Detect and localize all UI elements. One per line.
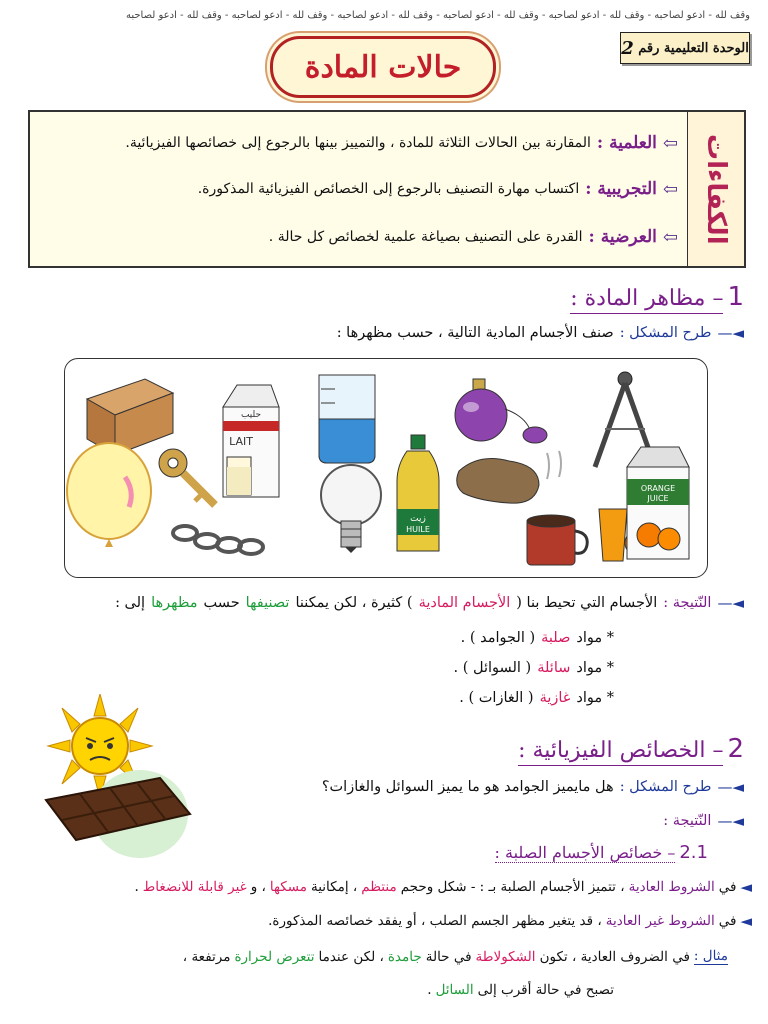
arrow-icon: ⇦: [662, 178, 678, 200]
milk-carton-icon: [223, 385, 279, 497]
problem-text: هل مايميز الجوامد هو ما يميز السوائل والغازات؟: [321, 779, 614, 795]
problem-label: طرح المشكل :: [619, 779, 712, 795]
svg-text:HUILE: HUILE: [406, 525, 430, 534]
balloon-icon: [67, 443, 151, 547]
section2-heading: [518, 734, 744, 766]
section1-problem: [337, 324, 744, 342]
oil-bottle-icon: [397, 435, 439, 551]
competencies-box: [28, 110, 746, 268]
svg-text:زيت: زيت: [410, 514, 426, 524]
normal-conditions-line: ◄ في الشروط العادية ، تتميز الأجسام الصلبة بـ : - شكل وحجم منتظم ، إمكانية مسكها ، و غير قابلة للانضغاط .: [134, 878, 752, 896]
result-label: النّتيجة :: [663, 813, 712, 829]
arrow-icon: ◄—: [717, 812, 744, 830]
arrow-icon: ◄—: [717, 324, 744, 342]
state-item-solid: * مواد صلبة ( الجوامد ) .: [460, 630, 614, 646]
objects-illustration: [64, 358, 708, 578]
section1-number: 1: [727, 282, 744, 312]
abnormal-conditions-line: ◄ في الشروط غير العادية ، قد يتغير مظهر الجسم الصلب ، أو يفقد خصائصه المذكورة.: [268, 912, 752, 930]
juice-carton-icon: [627, 447, 689, 559]
example-label: مثال :: [693, 948, 728, 964]
key-icon: [159, 449, 215, 505]
result-text: إلى :: [115, 595, 146, 611]
competency-label: العرضية :: [588, 227, 657, 247]
beaker-icon: [319, 375, 375, 463]
svg-text:حليب: حليب: [240, 410, 262, 420]
competency-label: التجريبية :: [585, 179, 657, 199]
section2-title: – الخصائص الفيزيائية :: [518, 738, 723, 766]
competency-row: [269, 222, 678, 252]
coffee-mug-icon: [527, 451, 587, 565]
svg-text:JUICE: JUICE: [647, 494, 669, 503]
unit-number: 2: [621, 37, 634, 59]
problem-text: صنف الأجسام المادية التالية ، حسب مظهرها :: [336, 325, 614, 341]
section1-result: [115, 594, 744, 612]
example-line: مثال : في الضروف العادية ، تكون الشكولاطة في حالة جامدة ، لكن عندما تتعرض لحرارة مرتفعة ،: [182, 948, 728, 965]
objects-svg: [65, 359, 707, 577]
arrow-icon: ⇦: [662, 226, 678, 248]
page-title-frame: [270, 36, 496, 98]
competency-text: القدرة على التصنيف بصياغة علمية لخصائص كل حالة .: [268, 229, 583, 245]
state-item-gas: * مواد غازية ( الغازات ) .: [459, 690, 614, 706]
arrow-icon: ⇦: [662, 132, 678, 154]
section2-number: 2: [727, 734, 744, 764]
arrow-icon: ◄: [740, 912, 752, 930]
subsection-number: 2.1: [679, 842, 708, 863]
competency-label: العلمية :: [596, 133, 657, 153]
result-label: النّتيجة :: [663, 595, 712, 611]
result-text: حسب: [203, 595, 240, 611]
chain-icon: [173, 526, 263, 554]
competencies-side-label: الكفاءات: [687, 112, 744, 266]
competency-row: [198, 174, 678, 204]
unit-label: الوحدة التعليمية رقم: [638, 40, 749, 56]
unit-label-box: [620, 32, 750, 64]
competency-row: [125, 128, 678, 158]
example-line-2: تصبح في حالة أقرب إلى السائل .: [427, 982, 614, 998]
page-title: حالات المادة: [304, 49, 462, 85]
arrow-icon: ◄: [740, 878, 752, 896]
svg-text:LAIT: LAIT: [229, 435, 253, 448]
result-keyword: تصنيفها: [245, 595, 290, 611]
rock-icon: [457, 459, 539, 504]
light-bulb-icon: [321, 465, 381, 553]
arrow-icon: ◄—: [717, 594, 744, 612]
section2-problem: [322, 778, 744, 796]
result-keyword: مظهرها: [151, 595, 198, 611]
svg-text:ORANGE: ORANGE: [640, 484, 676, 493]
subsection-title: – خصائص الأجسام الصلبة :: [494, 843, 676, 862]
section1-title: – مظاهر المادة :: [570, 286, 723, 314]
arrow-icon: ◄—: [717, 778, 744, 796]
result-text: ) كثيرة ، لكن يمكننا: [295, 595, 413, 611]
problem-label: طرح المشكل :: [619, 325, 712, 341]
perfume-bottle-icon: [455, 379, 547, 443]
competency-text: اكتساب مهارة التصنيف بالرجوع إلى الخصائص الفيزيائية المذكورة.: [197, 181, 580, 197]
top-strip: وقف لله - ادعو لصاحبه - وقف لله - ادعو لصاحبه - وقف لله - ادعو لصاحبه - وقف لله - ادعو لصاحبه - وقف لله - ادعو لصاحبه - وقف لله - ادعو لصاحبه: [126, 10, 750, 21]
state-item-liquid: * مواد سائلة ( السوائل ) .: [453, 660, 614, 676]
sun-chocolate-illustration: [40, 694, 220, 874]
section1-heading: [570, 282, 744, 314]
section2-result: [663, 812, 744, 830]
subsection-heading: [495, 842, 708, 863]
competency-text: المقارنة بين الحالات الثلاثة للمادة ، والتمييز بينها بالرجوع إلى خصائصها الفيزيائية.: [125, 135, 591, 151]
result-keyword: الأجسام المادية: [418, 595, 511, 611]
result-text: الأجسام التي تحيط بنا (: [516, 595, 658, 611]
